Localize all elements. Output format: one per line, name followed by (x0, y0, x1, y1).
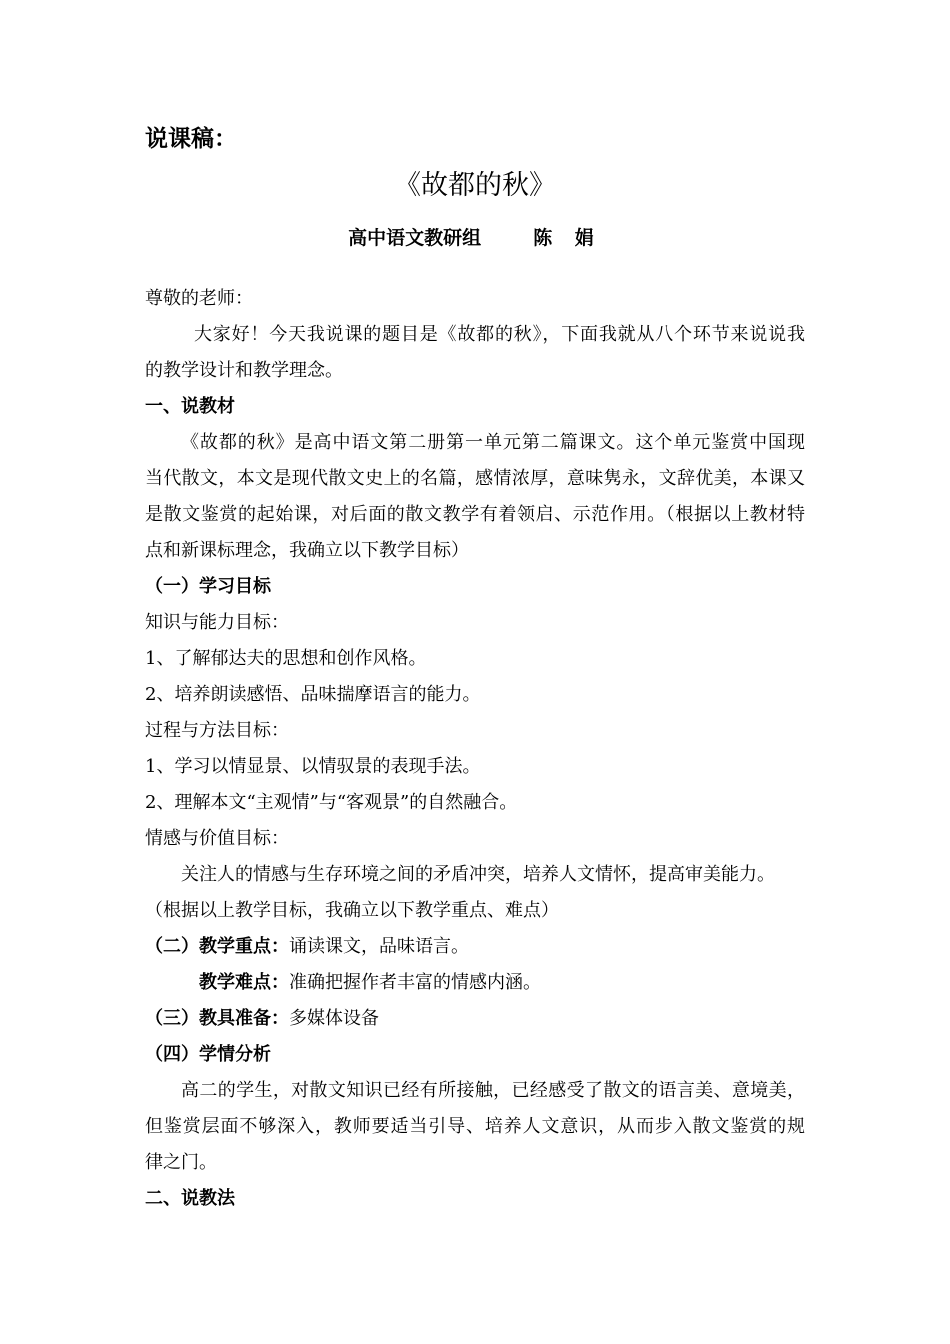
intro-line: 的教学设计和教学理念。 (145, 360, 343, 381)
goal-item: 2、培养朗读感悟、品味揣摩语言的能力。 (145, 684, 481, 705)
key-text: 诵读课文，品味语言。 (289, 936, 469, 957)
key-prefix: （二） (145, 936, 199, 957)
goal-item: 1、学习以情显景、以情驭景的表现手法。 (145, 756, 481, 777)
byline-author: 陈 娟 (533, 227, 602, 249)
paragraph-line: 《故都的秋》是高中语文第二册第一单元第二篇课文。这个单元鉴赏中国现 (181, 432, 805, 453)
difficulty-line (199, 971, 541, 995)
subsection-heading: （一）学习目标 (145, 576, 271, 597)
difficulty-label: 教学难点： (199, 972, 289, 993)
goal-item: 2、理解本文“主观情”与“客观景”的自然融合。 (145, 792, 518, 813)
paragraph-line: 当代散文，本文是现代散文史上的名篇，感情浓厚，意味隽永，文辞优美，本课又 (145, 468, 805, 489)
byline-group: 高中语文教研组 (348, 227, 482, 249)
subsection-heading: （四）学情分析 (145, 1044, 271, 1065)
greeting: 尊敬的老师： (145, 288, 253, 309)
key-point-line (145, 935, 469, 959)
document-title: 《故都的秋》 (394, 170, 556, 201)
paragraph-line: 律之门。 (145, 1152, 217, 1173)
tools-text: 多媒体设备 (289, 1008, 379, 1029)
note-text: （根据以上教学目标，我确立以下教学重点、难点） (145, 900, 559, 921)
section-heading: 二、说教法 (145, 1188, 235, 1209)
tools-line (145, 1007, 379, 1031)
paragraph-line: 高二的学生，对散文知识已经有所接触，已经感受了散文的语言美、意境美， (181, 1080, 805, 1101)
tools-prefix: （三） (145, 1008, 199, 1029)
document-label: 说课稿： (145, 126, 237, 152)
paragraph-line: 但鉴赏层面不够深入，教师要适当引导、培养人文意识，从而步入散文鉴赏的规 (145, 1116, 805, 1137)
tools-label: 教具准备： (199, 1008, 289, 1029)
goal-item: 1、了解郁达夫的思想和创作风格。 (145, 648, 427, 669)
goal-label: 情感与价值目标： (145, 828, 289, 849)
paragraph-line: 点和新课标理念，我确立以下教学目标） (145, 540, 469, 561)
paragraph-line: 是散文鉴赏的起始课，对后面的散文教学有着领启、示范作用。（根据以上教材特 (145, 504, 805, 525)
difficulty-text: 准确把握作者丰富的情感内涵。 (289, 972, 541, 993)
goal-text: 关注人的情感与生存环境之间的矛盾冲突，培养人文情怀，提高审美能力。 (181, 864, 775, 885)
intro-line: 大家好！今天我说课的题目是《故都的秋》，下面我就从八个环节来说说我 (194, 324, 805, 345)
goal-label: 知识与能力目标： (145, 612, 289, 633)
key-label: 教学重点： (199, 936, 289, 957)
section-heading: 一、说教材 (145, 396, 235, 417)
byline (0, 226, 950, 250)
goal-label: 过程与方法目标： (145, 720, 289, 741)
